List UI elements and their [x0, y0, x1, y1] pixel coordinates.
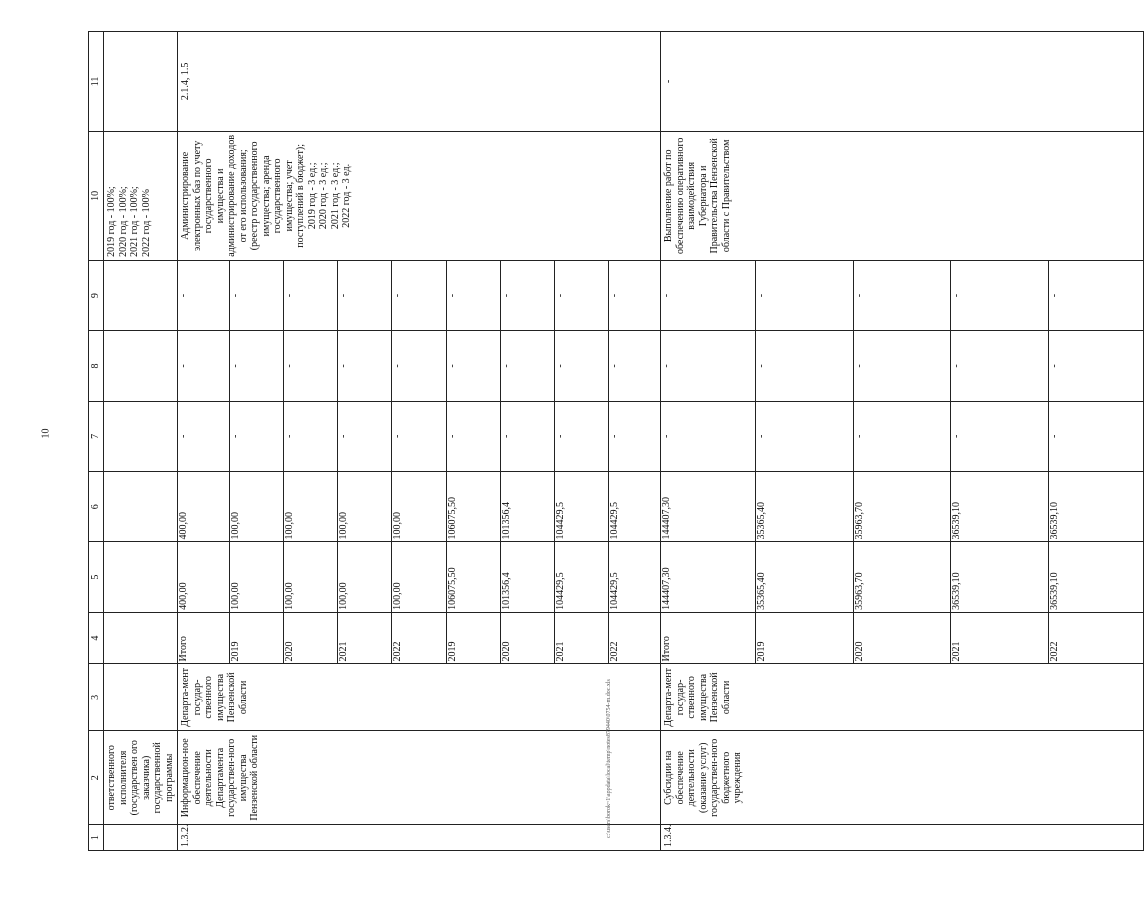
value-cell: 101356,4 — [500, 542, 554, 611]
value-list — [178, 542, 660, 611]
value-cell: - — [608, 293, 620, 298]
value-cell: 36539,10 — [1049, 501, 1061, 540]
col9-cell — [178, 260, 661, 330]
value-cell: 144407,30 — [661, 542, 755, 611]
value-cell: - — [755, 331, 853, 400]
value-cell: - — [661, 402, 755, 471]
value-cell: - — [554, 402, 608, 471]
row-col11: - — [661, 32, 1144, 132]
value-list — [661, 542, 1143, 611]
value-cell: - — [554, 261, 608, 330]
value-cell: 100,00 — [230, 542, 284, 611]
row-col11: 2.1.4, 1.5 — [178, 32, 661, 132]
value-cell: - — [755, 402, 853, 471]
value-cell: - — [608, 434, 620, 439]
value-cell: 2019 — [446, 613, 500, 664]
value-cell: 104429,5 — [554, 472, 608, 541]
header-row — [89, 32, 104, 851]
value-cell: 100,00 — [284, 542, 338, 611]
value-list — [178, 613, 660, 664]
value-list — [661, 613, 1143, 664]
header-cell: 11 — [89, 32, 104, 132]
value-cell: - — [500, 261, 554, 330]
value-cell: 104429,5 — [608, 572, 620, 610]
value-cell: - — [284, 402, 338, 471]
value-cell: - — [951, 402, 1049, 471]
value-cell: 2020 — [853, 613, 951, 664]
value-cell: 100,00 — [230, 472, 284, 541]
continuation-result: 2019 год - 100%; 2020 год - 100%; 2021 год - 100%; 2022 год - 100% — [104, 131, 178, 260]
value-cell: - — [853, 261, 951, 330]
value-cell: 104429,5 — [608, 501, 620, 540]
value-cell: - — [178, 402, 230, 471]
value-cell: - — [1049, 434, 1061, 439]
value-cell: - — [1049, 293, 1061, 298]
col5-cell — [661, 542, 1144, 612]
value-cell: 36539,10 — [951, 542, 1049, 611]
header-cell: 7 — [89, 401, 104, 471]
value-cell: 400,00 — [178, 472, 230, 541]
value-cell: - — [338, 331, 392, 400]
value-cell: - — [608, 364, 620, 368]
value-cell: 106075,50 — [446, 542, 500, 611]
value-cell: 2019 — [230, 613, 284, 664]
row-executor: Департа-мент государ-ственного имущества Пензенской области — [661, 664, 1144, 731]
value-cell: - — [230, 402, 284, 471]
value-cell: - — [178, 261, 230, 330]
value-cell: - — [230, 331, 284, 400]
value-cell: 35365,40 — [755, 472, 853, 541]
value-cell: - — [392, 261, 446, 330]
value-cell: - — [338, 402, 392, 471]
page-number: 10 — [40, 428, 52, 439]
value-cell: 2021 — [951, 613, 1049, 664]
table-row — [661, 32, 1144, 851]
value-cell: 100,00 — [392, 472, 446, 541]
value-cell: - — [1049, 364, 1061, 368]
value-cell: 35963,70 — [853, 542, 951, 611]
value-cell: - — [338, 261, 392, 330]
header-cell: 9 — [89, 260, 104, 330]
value-cell: - — [661, 331, 755, 400]
col7-cell — [661, 401, 1144, 471]
value-cell: - — [755, 261, 853, 330]
header-cell: 10 — [89, 131, 104, 260]
value-cell: 2020 — [284, 613, 338, 664]
col9-cell — [661, 260, 1144, 330]
value-cell: 35963,70 — [853, 472, 951, 541]
value-list — [178, 261, 660, 330]
continuation-name: ответственного исполнителя (государствен ого заказчика) государственной программы — [104, 731, 178, 825]
value-list — [661, 261, 1143, 330]
row-result: Администрирование электронных баз по учету государственного имущества и администрирование доходов от его использования; (реестр государственного имущества; аренда государственного имущества; учет поступлений в бюджет); 2019 год - 3 ед.; 2020 год - 3 ед.; 2021 год - 3 ед.; 2022 год - 3 ед. — [178, 131, 661, 260]
value-list — [178, 472, 660, 541]
footer-file-path: c:\users\borok~1\appdata\local\temp\notes879440\0754-m.doc.xls — [606, 679, 612, 838]
value-cell: 2019 — [755, 613, 853, 664]
value-cell: - — [178, 331, 230, 400]
header-cell: 6 — [89, 472, 104, 542]
years-cell — [178, 612, 661, 664]
value-cell: 104429,5 — [554, 542, 608, 611]
value-cell: 100,00 — [338, 472, 392, 541]
header-cell: 5 — [89, 542, 104, 612]
col8-cell — [661, 331, 1144, 401]
value-list — [661, 472, 1143, 541]
value-list — [178, 402, 660, 471]
value-cell: 2022 — [392, 613, 446, 664]
value-cell: - — [500, 402, 554, 471]
value-cell: 400,00 — [178, 542, 230, 611]
value-cell: 2022 — [608, 641, 620, 662]
value-cell: - — [951, 331, 1049, 400]
years-cell — [661, 612, 1144, 664]
value-cell: - — [230, 261, 284, 330]
col8-cell — [178, 331, 661, 401]
value-cell: - — [446, 402, 500, 471]
value-cell: - — [951, 261, 1049, 330]
value-cell: 100,00 — [284, 472, 338, 541]
header-cell: 8 — [89, 331, 104, 401]
value-cell: 35365,40 — [755, 542, 853, 611]
value-list — [178, 331, 660, 400]
col5-cell — [178, 542, 661, 612]
continuation-row — [104, 32, 178, 851]
row-number: 1.3.4. — [661, 825, 1144, 851]
value-cell: - — [392, 402, 446, 471]
value-cell: 2022 — [1049, 641, 1061, 662]
row-name: Информацион-ное обеспечение деятельности Департамента государствен-ного имущества Пензенской области — [178, 731, 661, 825]
value-cell: - — [392, 331, 446, 400]
value-cell: - — [446, 261, 500, 330]
program-table — [88, 31, 1144, 851]
value-cell: 100,00 — [338, 542, 392, 611]
value-cell: 2021 — [554, 613, 608, 664]
value-cell: 144407,30 — [661, 472, 755, 541]
value-cell: 36539,10 — [1049, 572, 1061, 610]
value-cell: 106075,50 — [446, 472, 500, 541]
row-number: 1.3.2. — [178, 825, 661, 851]
value-cell: - — [853, 331, 951, 400]
row-result: Выполнение работ по обеспечению оперативного взаимодействия Губернатора и Правительства Пензенской области с Правительством — [661, 131, 1144, 260]
header-cell: 2 — [89, 731, 104, 825]
col6-cell — [178, 472, 661, 542]
value-cell: - — [554, 331, 608, 400]
col6-cell — [661, 472, 1144, 542]
value-cell: - — [284, 261, 338, 330]
row-executor: Департа-мент государ-ственного имущества Пензенской области — [178, 664, 661, 731]
header-cell: 1 — [89, 825, 104, 851]
col7-cell — [178, 401, 661, 471]
value-cell: - — [500, 331, 554, 400]
value-cell: 2021 — [338, 613, 392, 664]
value-cell: 100,00 — [392, 542, 446, 611]
value-cell: 2020 — [500, 613, 554, 664]
row-name: Субсидии на обеспечение деятельности (оказание услуг) государствен-ного бюджетного учреждения — [661, 731, 1144, 825]
value-cell: Итого — [178, 613, 230, 664]
value-cell: - — [446, 331, 500, 400]
value-cell: Итого — [661, 613, 755, 664]
value-list — [661, 402, 1143, 471]
value-cell: 101356,4 — [500, 472, 554, 541]
value-cell: - — [661, 261, 755, 330]
header-cell: 3 — [89, 664, 104, 731]
header-cell: 4 — [89, 612, 104, 664]
table-row — [178, 32, 661, 851]
value-cell: - — [284, 331, 338, 400]
value-cell: 36539,10 — [951, 472, 1049, 541]
value-list — [661, 331, 1143, 400]
value-cell: - — [853, 402, 951, 471]
